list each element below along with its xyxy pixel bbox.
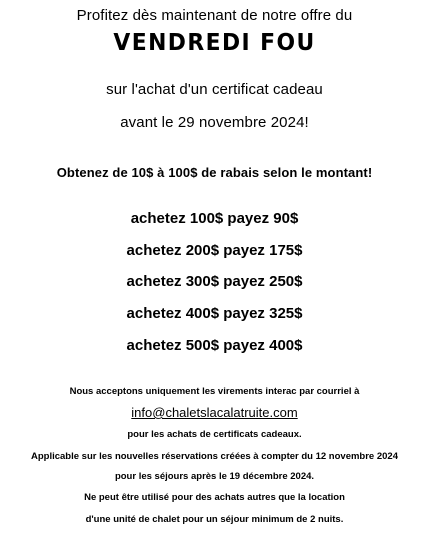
- intro-line-1: Profitez dès maintenant de notre offre du: [76, 7, 353, 24]
- condition-line-6: d'une unité de chalet pour un séjour minimum de 2 nuits.: [85, 514, 344, 525]
- offer-line: achetez 200$ payez 175$: [126, 242, 303, 259]
- offer-line: achetez 300$ payez 250$: [126, 273, 303, 290]
- condition-line-3: Applicable sur les nouvelles réservations créées à compter du 12 novembre 2024: [31, 451, 398, 462]
- offer-line: achetez 500$ payez 400$: [126, 337, 303, 354]
- condition-line-4: pour les séjours après le 19 décembre 2024.: [114, 471, 315, 482]
- intro-line-2: sur l'achat d'un certificat cadeau: [106, 81, 323, 98]
- email-link[interactable]: info@chaletslacalatruite.com: [131, 405, 298, 420]
- condition-line-5: Ne peut être utilisé pour des achats autres que la location: [84, 492, 345, 503]
- condition-line-2: pour les achats de certificats cadeaux.: [127, 429, 302, 440]
- condition-line-1: Nous acceptons uniquement les virements interac par courriel à: [69, 386, 360, 397]
- offer-line: achetez 100$ payez 90$: [130, 210, 299, 227]
- offer-line: achetez 400$ payez 325$: [126, 305, 303, 322]
- intro-line-3: avant le 29 novembre 2024!: [120, 114, 309, 131]
- discount-headline: Obtenez de 10$ à 100$ de rabais selon le montant!: [56, 165, 373, 180]
- brand-title: VENDREDI FOU: [113, 30, 316, 56]
